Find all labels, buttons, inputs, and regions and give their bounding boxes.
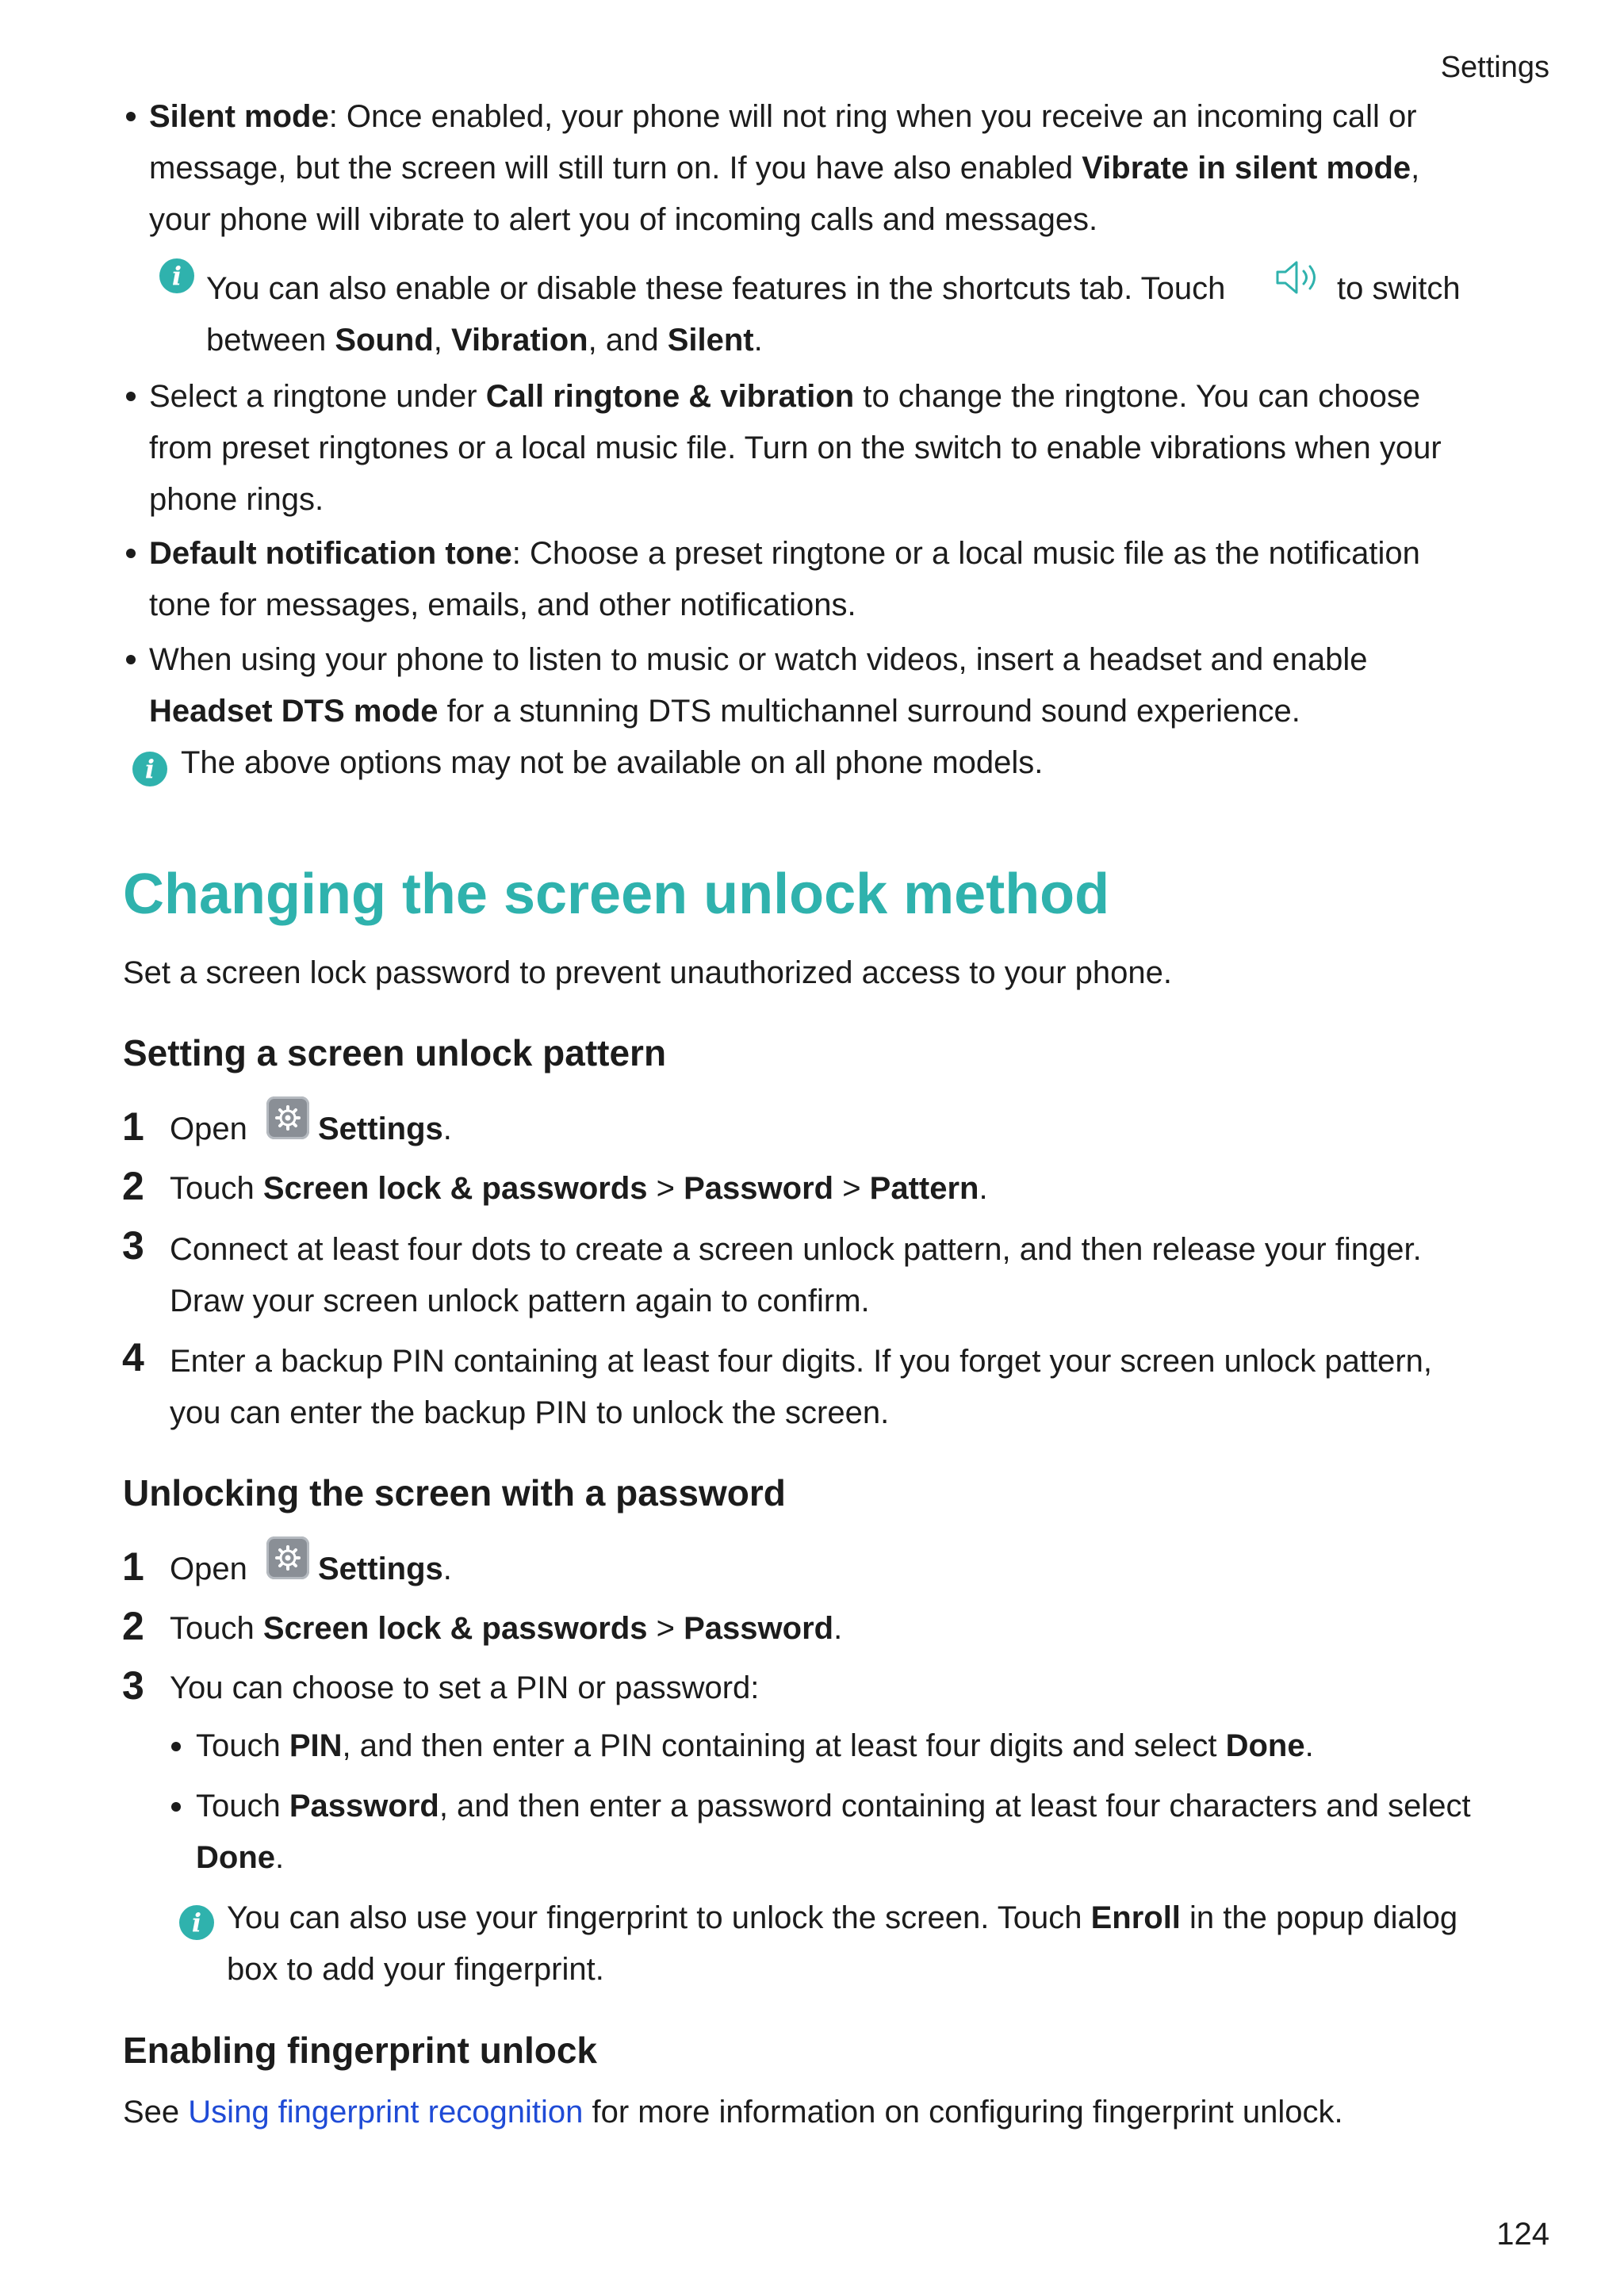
headset-line-2: Headset DTS mode for a stunning DTS multichannel surround sound experience. bbox=[149, 694, 1300, 729]
ringtone-line-3: phone rings. bbox=[149, 482, 324, 517]
step-4-line-2: you can enter the backup PIN to unlock the screen. bbox=[170, 1395, 890, 1430]
step-number: 2 bbox=[122, 1164, 144, 1208]
step-settings-label: Settings. bbox=[318, 1112, 452, 1146]
info-icon: i bbox=[132, 752, 167, 786]
password-option-line-2: Done. bbox=[196, 1840, 285, 1875]
bullet-dot bbox=[126, 655, 136, 664]
gear-icon bbox=[266, 1536, 309, 1579]
bullet-dot bbox=[171, 1742, 181, 1751]
step-number: 1 bbox=[122, 1544, 144, 1589]
step-4-line-1: Enter a backup PIN containing at least four digits. If you forget your screen unlock pattern, bbox=[170, 1344, 1432, 1379]
info-icon: i bbox=[159, 258, 194, 293]
bullet-dot bbox=[171, 1802, 181, 1812]
info-icon: i bbox=[179, 1905, 214, 1940]
step-2-text: Touch Screen lock & passwords > Password. bbox=[170, 1611, 843, 1646]
subsection-heading-fingerprint: Enabling fingerprint unlock bbox=[123, 2030, 597, 2071]
fingerprint-note-line-2: box to add your fingerprint. bbox=[227, 1952, 604, 1987]
step-number: 2 bbox=[122, 1604, 144, 1648]
subsection-heading-password: Unlocking the screen with a password bbox=[123, 1472, 786, 1513]
silent-mode-line-1: Silent mode: Once enabled, your phone will not ring when you receive an incoming call or bbox=[149, 99, 1417, 134]
bullet-dot bbox=[126, 549, 136, 558]
fingerprint-text: See Using fingerprint recognition for more information on configuring fingerprint unlock. bbox=[123, 2095, 1343, 2130]
step-open-label: Open bbox=[170, 1112, 247, 1146]
speaker-icon bbox=[1274, 258, 1325, 297]
step-3-line-2: Draw your screen unlock pattern again to confirm. bbox=[170, 1284, 870, 1318]
step-2-text: Touch Screen lock & passwords > Password > Pattern. bbox=[170, 1171, 988, 1206]
page-number: 124 bbox=[1496, 2217, 1549, 2252]
shortcut-note-line-2: between Sound, Vibration, and Silent. bbox=[206, 323, 763, 358]
gear-icon bbox=[266, 1096, 309, 1139]
pin-option: Touch PIN, and then enter a PIN containing at least four digits and select Done. bbox=[196, 1728, 1314, 1763]
fingerprint-note-line-1: You can also use your fingerprint to unlock the screen. Touch Enroll in the popup dialog bbox=[227, 1900, 1458, 1935]
step-3-line-1: Connect at least four dots to create a screen unlock pattern, and then release your finger. bbox=[170, 1232, 1422, 1267]
ringtone-line-1: Select a ringtone under Call ringtone & vibration to change the ringtone. You can choose bbox=[149, 379, 1421, 414]
step-number: 4 bbox=[122, 1335, 144, 1380]
subsection-heading-pattern: Setting a screen unlock pattern bbox=[123, 1032, 667, 1073]
step-number: 3 bbox=[122, 1663, 144, 1708]
ringtone-line-2: from preset ringtones or a local music file. Turn on the switch to enable vibrations when your bbox=[149, 430, 1442, 465]
silent-mode-line-3: your phone will vibrate to alert you of incoming calls and messages. bbox=[149, 202, 1098, 237]
availability-note: The above options may not be available on all phone models. bbox=[181, 745, 1044, 780]
headset-line-1: When using your phone to listen to music or watch videos, insert a headset and enable bbox=[149, 642, 1368, 677]
step-number: 1 bbox=[122, 1104, 144, 1149]
shortcut-note-line-1a: You can also enable or disable these features in the shortcuts tab. Touch bbox=[206, 271, 1226, 306]
running-header: Settings bbox=[1440, 51, 1549, 84]
notification-line-2: tone for messages, emails, and other notifications. bbox=[149, 587, 856, 622]
section-title: Changing the screen unlock method bbox=[123, 863, 1110, 926]
notification-line-1: Default notification tone: Choose a preset ringtone or a local music file as the notification bbox=[149, 536, 1420, 571]
shortcut-note-line-1b: to switch bbox=[1337, 271, 1461, 306]
section-intro: Set a screen lock password to prevent unauthorized access to your phone. bbox=[123, 955, 1172, 990]
step-settings-label: Settings. bbox=[318, 1552, 452, 1586]
fingerprint-recognition-link[interactable]: Using fingerprint recognition bbox=[188, 2095, 584, 2130]
bullet-dot bbox=[126, 112, 136, 121]
silent-mode-line-2: message, but the screen will still turn on. If you have also enabled Vibrate in silent mode, bbox=[149, 151, 1420, 186]
step-3-text: You can choose to set a PIN or password: bbox=[170, 1670, 760, 1705]
password-option-line-1: Touch Password, and then enter a password containing at least four characters and select bbox=[196, 1789, 1471, 1823]
step-open-label: Open bbox=[170, 1552, 247, 1586]
bullet-dot bbox=[126, 392, 136, 401]
step-number: 3 bbox=[122, 1223, 144, 1268]
